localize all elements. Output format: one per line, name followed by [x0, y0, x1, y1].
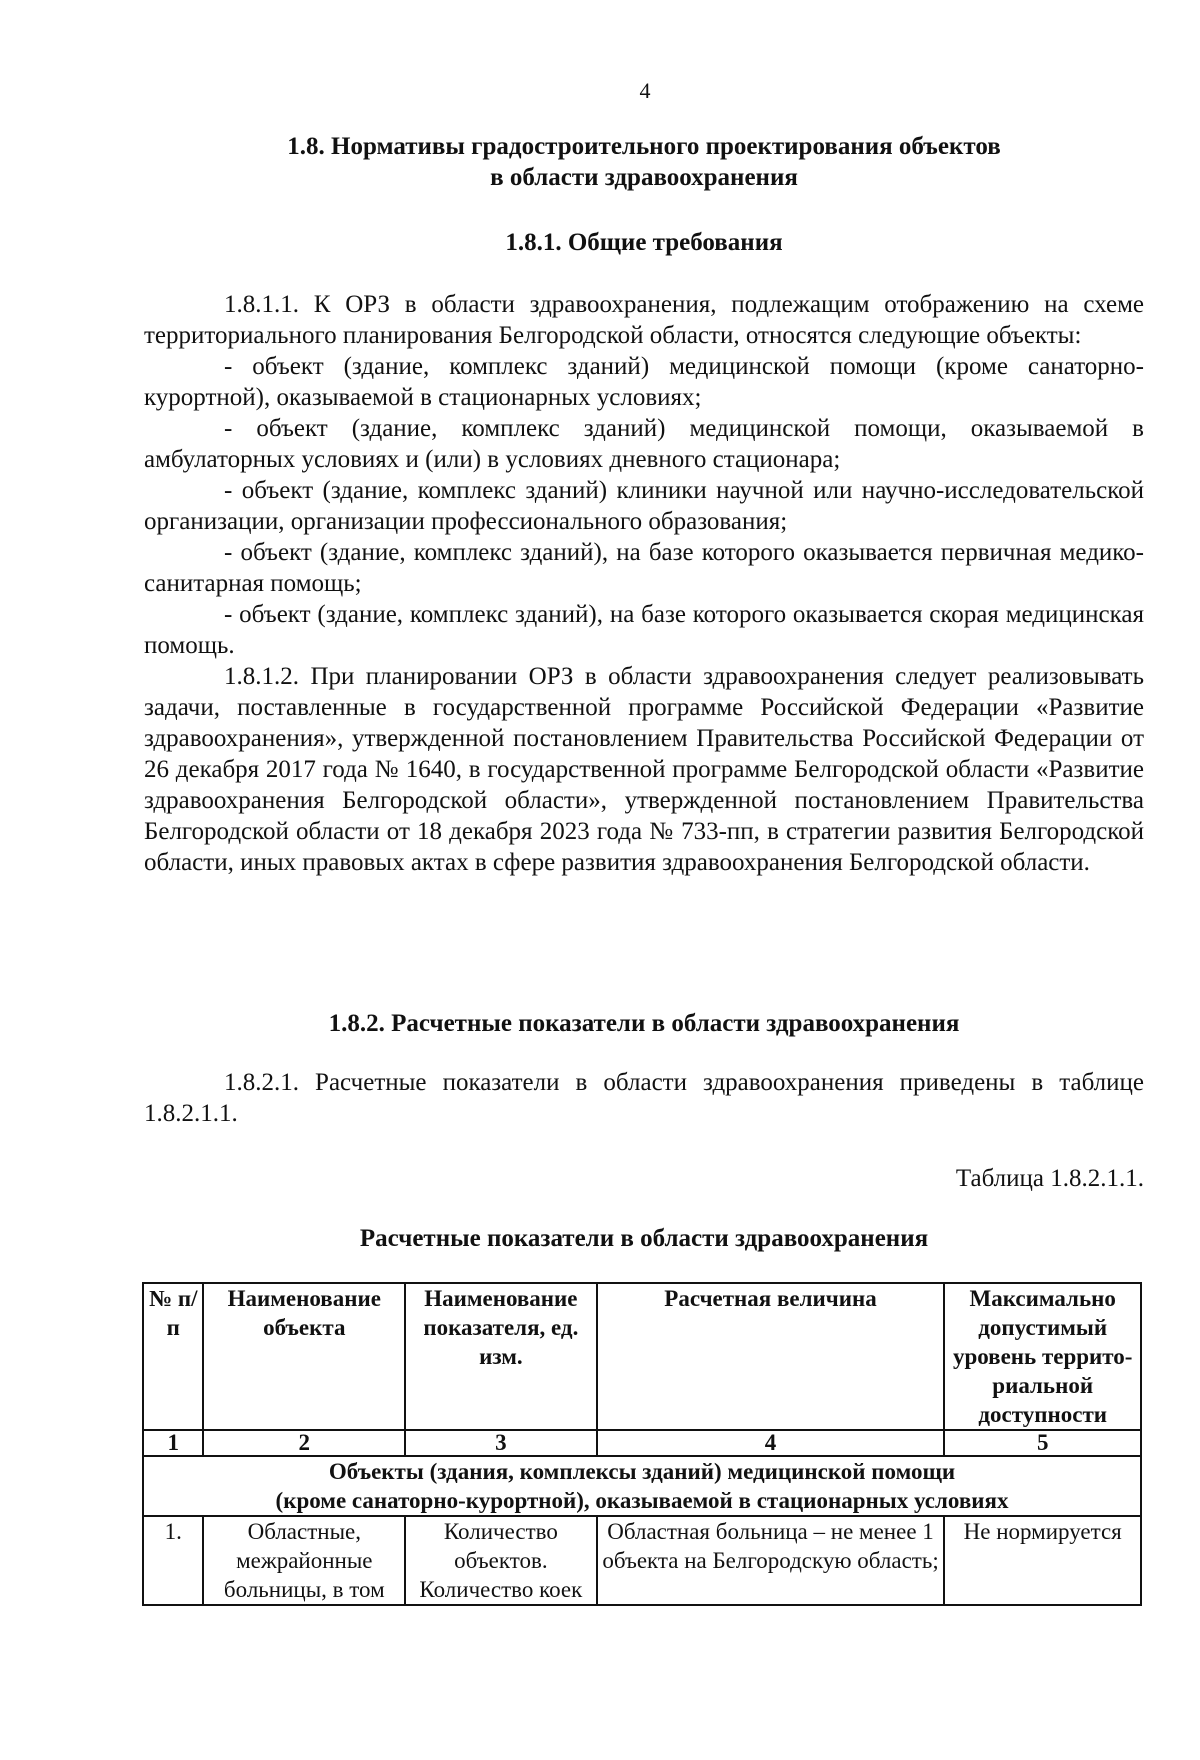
table-row: [143, 1516, 1141, 1605]
column-header: Наименование объекта: [203, 1283, 405, 1430]
table-cell: Областные, межрайонные больницы, в том: [203, 1516, 405, 1605]
table-title: Расчетные показатели в области здравоохранения: [359, 1225, 929, 1252]
indicators-table: [142, 1282, 1142, 1606]
section-line: (кроме санаторно-курортной), оказываемой в стационарных условиях: [275, 1488, 1009, 1513]
table-cell: Не нормируется: [944, 1516, 1141, 1605]
column-header: Максимально допустимый уровень террито-риальной доступности: [944, 1283, 1141, 1430]
section-line: Объекты (здания, комплексы зданий) медицинской помощи: [328, 1459, 956, 1484]
paragraph: 1.8.2.1. Расчетные показатели в области здравоохранения приведены в таблице 1.8.2.1.1.: [144, 1069, 1144, 1127]
table-header-row: [143, 1283, 1141, 1430]
subsection-heading: 1.8.1. Общие требования: [505, 229, 783, 256]
column-header: Расчетная величина: [597, 1283, 945, 1430]
column-number: 4: [597, 1430, 945, 1456]
section-label: [143, 1456, 1141, 1516]
column-number-row: [143, 1430, 1141, 1456]
column-number: 1: [143, 1430, 203, 1456]
page-number: 4: [639, 78, 651, 103]
heading-line: в области здравоохранения: [490, 164, 798, 191]
general-requirements: [144, 289, 1144, 878]
list-item: - объект (здание, комплекс зданий) медицинской помощи (кроме санаторно-курортной), оказываемой в стационарных условиях;: [144, 353, 1144, 411]
column-number: 3: [405, 1430, 597, 1456]
column-header: Наименование показателя, ед. изм.: [405, 1283, 597, 1430]
list-item: - объект (здание, комплекс зданий), на базе которого оказывается первичная медико-санитарная помощь;: [144, 539, 1144, 597]
table-section-row: [143, 1456, 1141, 1516]
table-cell: Количество объектов. Количество коек: [405, 1516, 597, 1605]
table-cell: Областная больница – не менее 1 объекта на Белгородскую область;: [597, 1516, 945, 1605]
column-number: 2: [203, 1430, 405, 1456]
indicators-intro: [144, 1067, 1144, 1129]
heading-line: 1.8. Нормативы градостроительного проектирования объектов: [287, 133, 1001, 160]
list-item: - объект (здание, комплекс зданий) медицинской помощи, оказываемой в амбулаторных условиях и (или) в условиях дневного стационара;: [144, 415, 1144, 473]
table-cell: 1.: [143, 1516, 203, 1605]
column-number: 5: [944, 1430, 1141, 1456]
column-header: № п/п: [143, 1283, 203, 1430]
list-item: - объект (здание, комплекс зданий) клиники научной или научно-исследовательской организации, организации профессионального образования;: [144, 477, 1144, 535]
list-item: - объект (здание, комплекс зданий), на базе которого оказывается скорая медицинская помощь.: [144, 601, 1144, 659]
paragraph: 1.8.1.1. К ОРЗ в области здравоохранения, подлежащим отображению на схеме территориального планирования Белгородской области, относятся следующие объекты:: [144, 291, 1144, 349]
table-caption: Таблица 1.8.2.1.1.: [955, 1165, 1144, 1192]
subsection-heading: 1.8.2. Расчетные показатели в области здравоохранения: [328, 1010, 960, 1037]
paragraph: 1.8.1.2. При планировании ОРЗ в области здравоохранения следует реализовывать задачи, поставленные в государственной программе Российской Федерации «Развитие здравоохранения», утвержденной постановлением Правительства Российской Федерации от 26 декабря 2017 года № 1640, в государственной программе Белгородской области «Развитие здравоохранения Белгородской области», утвержденной постановлением Правительства Белгородской области от 18 декабря 2023 года № 733-пп, в стратегии развития Белгородской области, иных правовых актах в сфере развития здравоохранения Белгородской области.: [144, 663, 1144, 876]
section-heading: [144, 131, 1144, 193]
